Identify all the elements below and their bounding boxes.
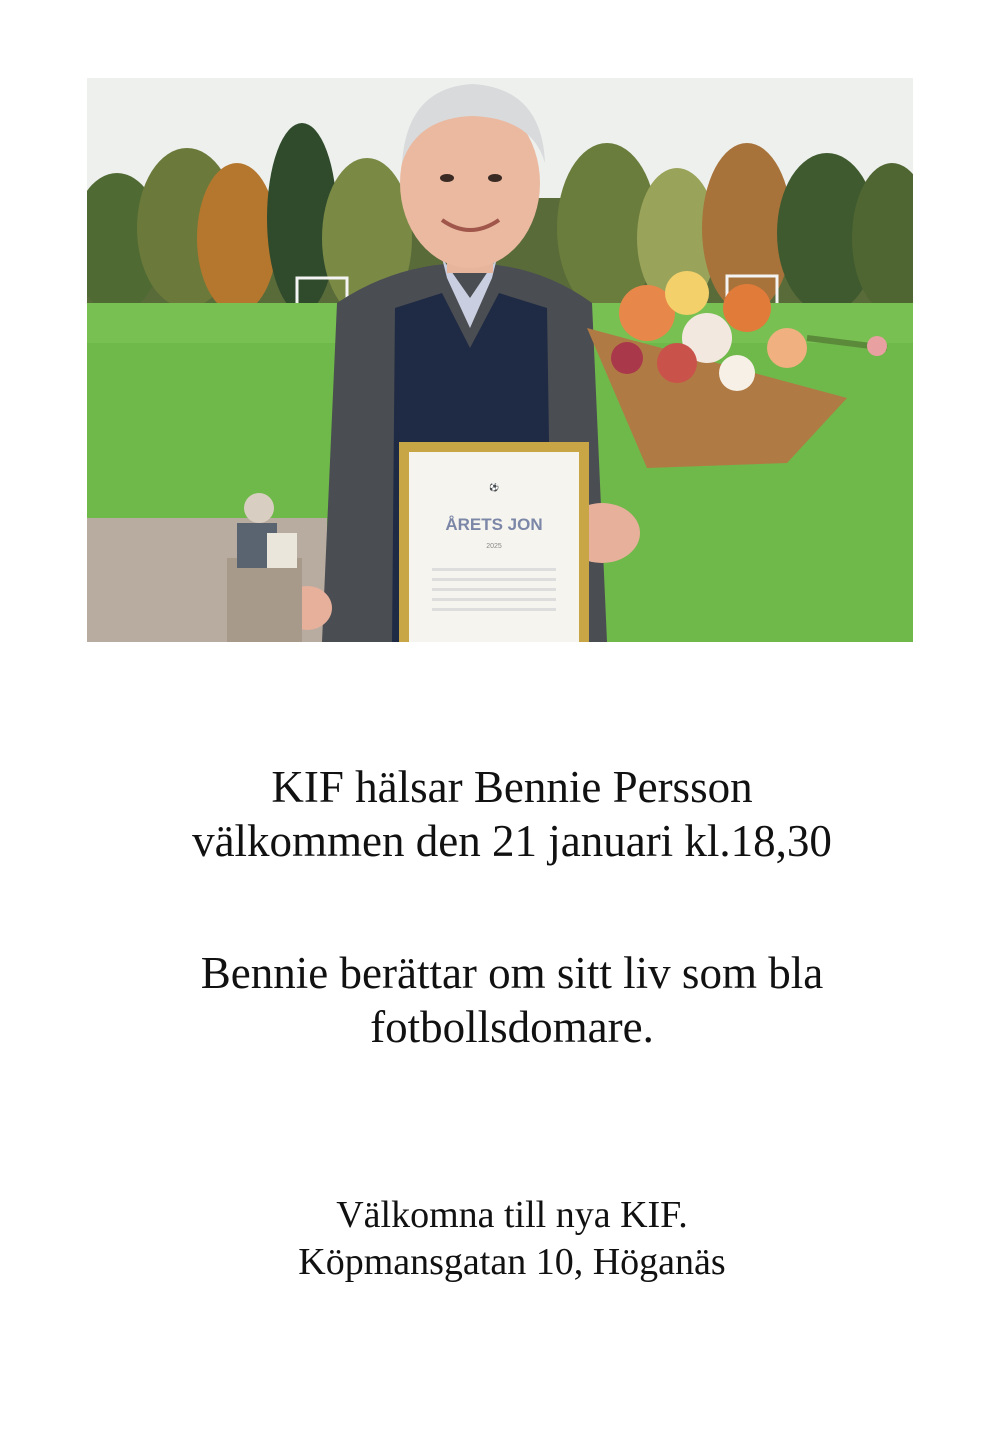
invitation-line-2: välkommen den 21 januari kl.18,30	[192, 816, 832, 866]
description-line-1: Bennie berättar om sitt liv som bla	[200, 948, 824, 998]
certificate-logo: ⚽	[489, 483, 499, 492]
invitation-line-1: KIF hälsar Bennie Persson	[271, 762, 753, 812]
framed-certificate	[399, 442, 589, 642]
certificate-title: ÅRETS JON	[445, 515, 543, 534]
invitation-footer	[12, 1192, 1000, 1286]
welcome-line: Välkomna till nya KIF.	[336, 1194, 688, 1236]
invitation-description	[12, 946, 1000, 1054]
description-line-2: fotbollsdomare.	[370, 1002, 654, 1052]
invitation-heading	[12, 760, 1000, 868]
certificate-year: 2025	[486, 543, 502, 550]
photo-illustration	[87, 78, 913, 642]
event-photo	[87, 78, 913, 642]
address-line: Köpmansgatan 10, Höganäs	[298, 1241, 726, 1283]
